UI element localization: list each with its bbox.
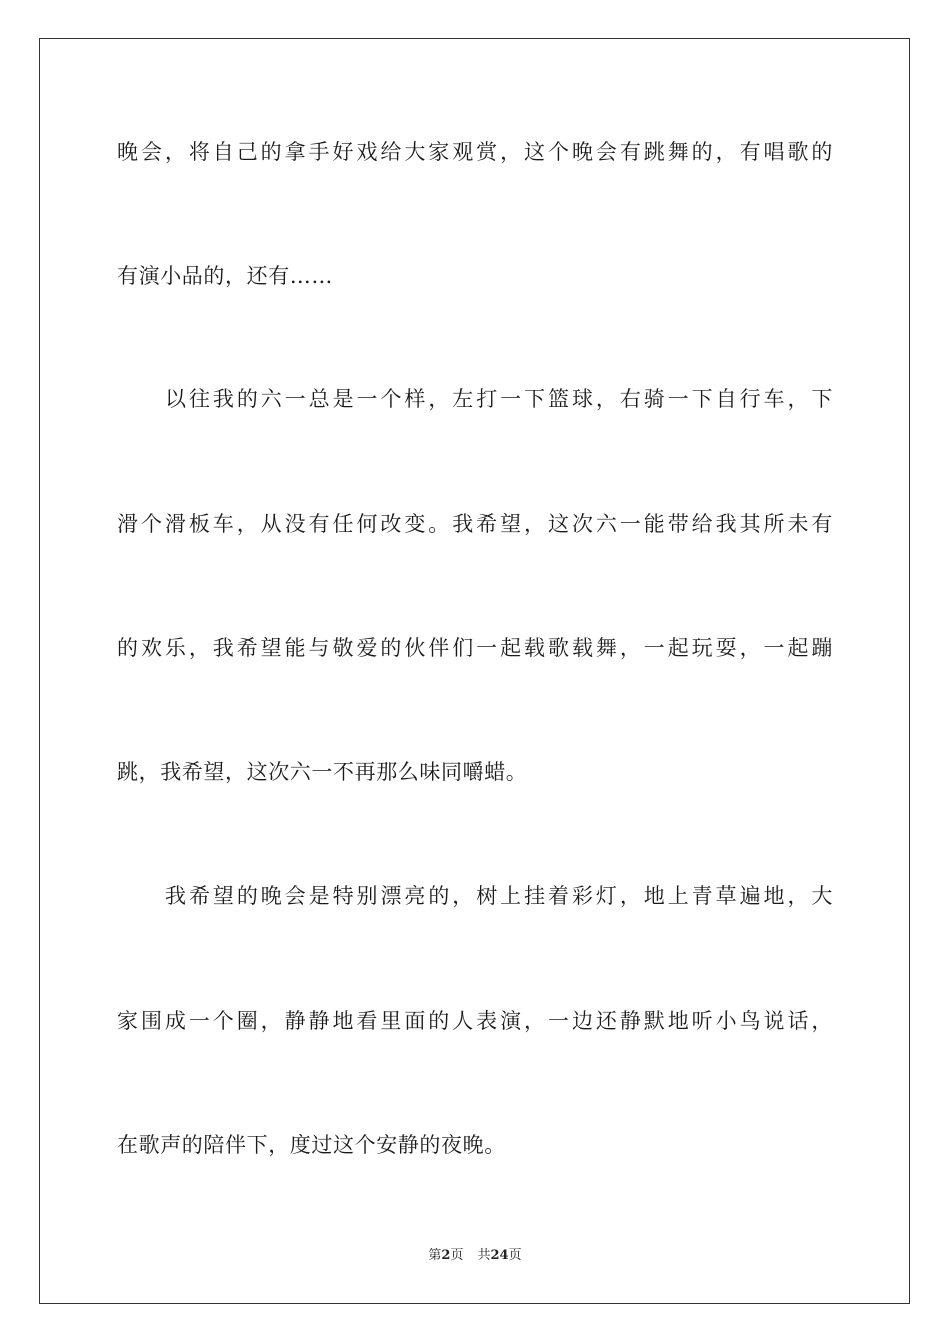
total-pages: 24: [490, 1248, 509, 1263]
page-border: [39, 38, 910, 1304]
text-line: 晚会，将自己的拿手好戏给大家观赏，这个晚会有跳舞的，有唱歌的: [117, 140, 833, 164]
text-line: 在歌声的陪伴下，度过这个安静的夜晚。: [117, 1133, 506, 1157]
text-line: 跳，我希望，这次六一不再那么味同嚼蜡。: [117, 760, 528, 784]
text-line: 家围成一个圈，静静地看里面的人表演，一边还静默地听小鸟说话，: [117, 1009, 833, 1033]
text-line: 以往我的六一总是一个样，左打一下篮球，右骑一下自行车，下: [165, 387, 833, 411]
total-suffix: 页: [508, 1248, 522, 1263]
text-line: 滑个滑板车，从没有任何改变。我希望，这次六一能带给我其所未有: [117, 512, 833, 536]
text-line: 的欢乐，我希望能与敬爱的伙伴们一起载歌载舞，一起玩耍，一起蹦: [117, 636, 833, 660]
page-suffix: 页: [450, 1248, 464, 1263]
text-line: 我希望的晚会是特别漂亮的，树上挂着彩灯，地上青草遍地，大: [165, 884, 833, 908]
total-prefix: 共: [477, 1248, 491, 1263]
page-footer: [0, 1247, 950, 1265]
text-line: 有演小品的，还有……: [117, 264, 333, 288]
page-number: 2: [441, 1248, 451, 1263]
page-prefix: 第: [428, 1248, 442, 1263]
